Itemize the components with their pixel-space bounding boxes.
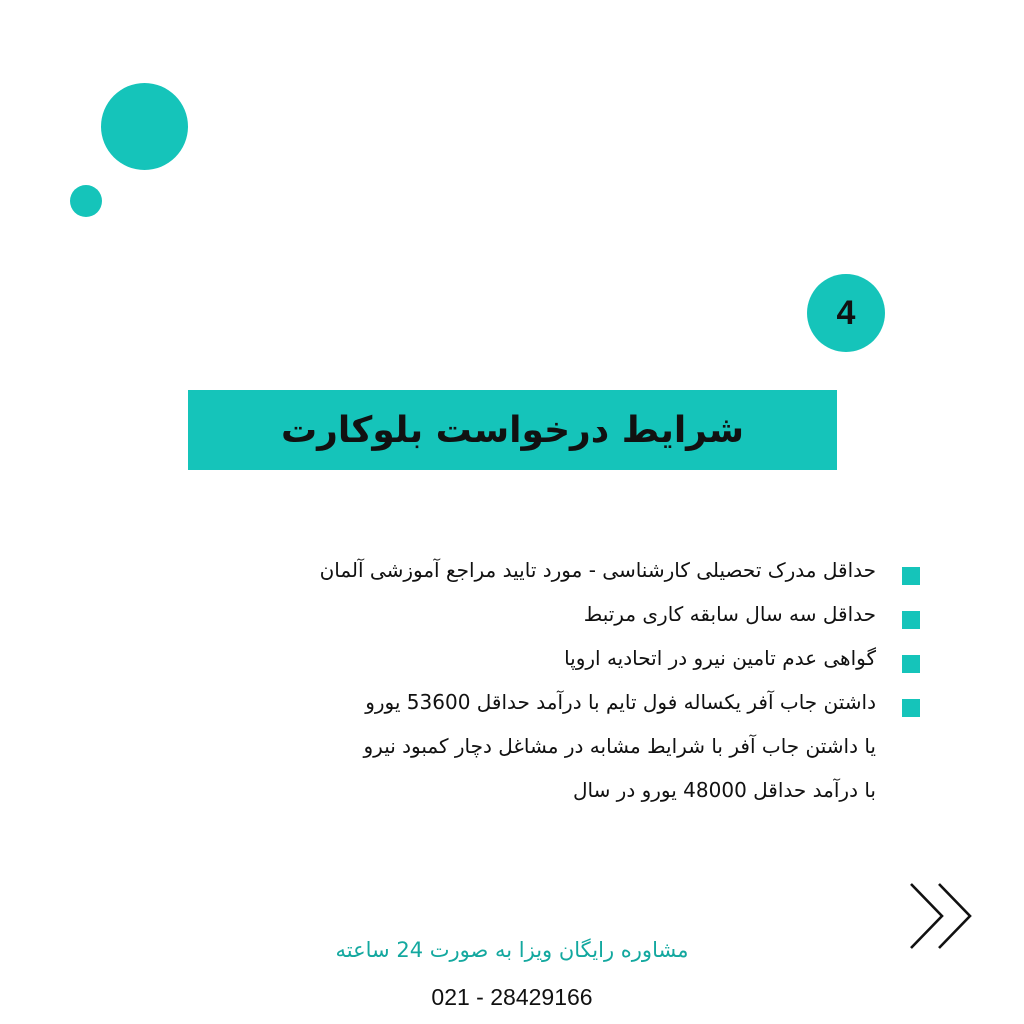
decorative-dot-large [101,83,188,170]
decorative-dot-small [70,185,102,217]
footer-caption: مشاوره رایگان ویزا به صورت 24 ساعته [335,938,689,962]
requirements-list [220,548,920,812]
list-item-text: یا داشتن جاب آفر با شرایط مشابه در مشاغل دچار کمبود نیرو [363,734,876,758]
square-bullet-icon [902,567,920,585]
phone-number[interactable]: 021 - 28429166 [431,984,593,1010]
list-item [220,636,920,680]
list-item [220,548,920,592]
step-number-badge [807,274,885,352]
square-bullet-icon [902,655,920,673]
step-number: 4 [836,293,856,332]
list-item [220,592,920,636]
title-banner [188,390,837,470]
list-item [220,680,920,812]
list-item-text: گواهی عدم تامین نیرو در اتحادیه اروپا [564,646,876,670]
page-title: شرایط درخواست بلوکارت [281,409,744,451]
list-item-text: با درآمد حداقل 48000 یورو در سال [572,778,876,802]
square-bullet-icon [902,699,920,717]
list-item-text: حداقل مدرک تحصیلی کارشناسی - مورد تایید مراجع آموزشی آلمان [319,558,876,582]
list-item-text: حداقل سه سال سابقه کاری مرتبط [583,602,876,626]
list-item-text: داشتن جاب آفر یکساله فول تایم با درآمد حداقل 53600 یورو [365,690,876,714]
square-bullet-icon [902,611,920,629]
